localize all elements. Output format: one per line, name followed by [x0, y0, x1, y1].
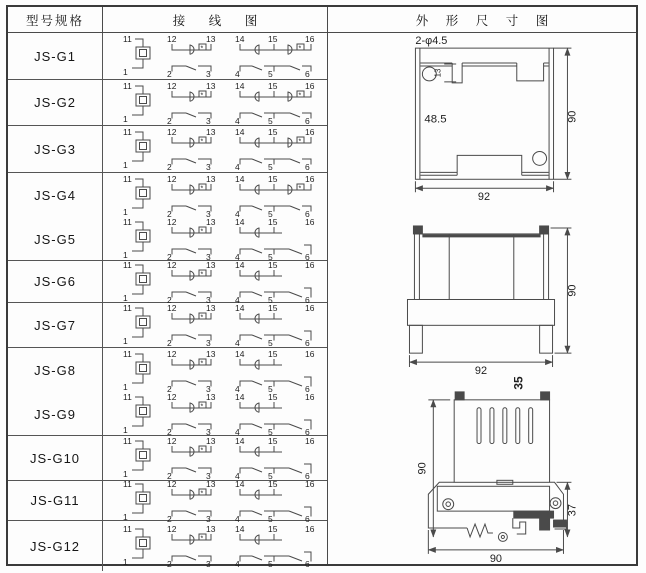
side-bracket-dim: 37 [566, 504, 579, 517]
wiring-cell [103, 393, 327, 435]
wiring-diagram [116, 216, 321, 262]
svg-text:1: 1 [123, 292, 128, 303]
svg-text:1: 1 [123, 206, 128, 217]
svg-text:5: 5 [268, 383, 273, 394]
wiring-diagram [116, 348, 321, 394]
svg-text:2: 2 [167, 162, 172, 172]
svg-text:6: 6 [305, 208, 310, 219]
svg-text:5: 5 [268, 513, 273, 524]
outline-cell [327, 33, 636, 564]
wiring-diagram [116, 523, 321, 569]
svg-text:5: 5 [268, 208, 273, 219]
svg-text:*: * [200, 535, 204, 543]
svg-text:6: 6 [305, 559, 310, 569]
svg-text:13: 13 [206, 478, 216, 489]
front-width-dim: 92 [474, 365, 488, 378]
table-row [8, 521, 327, 571]
wiring-diagram [116, 80, 321, 126]
svg-text:3: 3 [206, 69, 211, 79]
svg-text:3: 3 [206, 513, 211, 524]
front-view-drawing [407, 226, 578, 390]
svg-text:15: 15 [268, 392, 278, 402]
svg-text:6: 6 [305, 427, 310, 437]
svg-text:5: 5 [268, 471, 273, 481]
svg-text:1: 1 [123, 469, 128, 479]
svg-text:2: 2 [167, 338, 172, 348]
svg-text:12: 12 [167, 173, 177, 184]
wiring-diagram [116, 173, 321, 219]
model-cell [8, 126, 103, 172]
wiring-cell [103, 436, 327, 480]
model-label: JS-G12 [29, 538, 81, 554]
svg-text:12: 12 [167, 436, 177, 446]
table-row [8, 218, 327, 261]
svg-text:14: 14 [235, 478, 245, 489]
model-label: JS-G2 [34, 95, 76, 110]
rear-width-dim: 92 [477, 191, 491, 204]
table-row [8, 303, 327, 348]
svg-text:1: 1 [123, 250, 128, 260]
svg-text:1: 1 [123, 113, 128, 124]
table-body [8, 33, 636, 569]
svg-text:4: 4 [235, 115, 240, 126]
model-cell [8, 80, 103, 125]
svg-text:1: 1 [123, 425, 128, 435]
svg-text:11: 11 [123, 127, 132, 137]
svg-text:*: * [200, 138, 204, 146]
svg-text:*: * [200, 314, 204, 322]
wiring-cell [103, 218, 327, 260]
svg-text:6: 6 [305, 69, 310, 79]
model-label: JS-G10 [29, 450, 81, 466]
svg-text:*: * [200, 228, 204, 236]
svg-text:*: * [200, 45, 204, 53]
svg-text:14: 14 [235, 524, 245, 534]
svg-text:14: 14 [235, 173, 245, 184]
svg-text:*: * [200, 360, 204, 367]
svg-text:16: 16 [305, 478, 315, 489]
side-width-dim: 90 [489, 552, 502, 564]
wiring-diagram [116, 302, 321, 348]
table-row [8, 173, 327, 218]
rear-view-drawing [415, 35, 578, 203]
svg-text:2: 2 [167, 427, 172, 437]
svg-text:6: 6 [305, 115, 310, 126]
svg-text:16: 16 [305, 80, 315, 91]
svg-text:11: 11 [123, 80, 132, 91]
model-label: JS-G5 [34, 231, 76, 247]
header-outline: 外 形 尺 寸 图 [415, 13, 556, 28]
svg-text:5: 5 [268, 559, 273, 569]
svg-text:3: 3 [206, 559, 211, 569]
svg-text:1: 1 [123, 336, 128, 346]
svg-text:16: 16 [305, 436, 315, 446]
wiring-diagram [116, 435, 321, 481]
svg-text:1: 1 [123, 557, 128, 567]
svg-text:3: 3 [206, 115, 211, 126]
svg-text:16: 16 [305, 173, 315, 184]
wiring-cell [103, 521, 327, 571]
svg-text:3: 3 [206, 294, 211, 305]
model-label: JS-G11 [30, 493, 80, 508]
svg-text:16: 16 [305, 524, 315, 534]
model-label: JS-G6 [34, 274, 76, 289]
wiring-cell [103, 303, 327, 347]
svg-text:15: 15 [268, 348, 278, 359]
svg-text:14: 14 [235, 259, 245, 270]
svg-text:4: 4 [235, 471, 240, 481]
table-row [8, 478, 327, 524]
svg-text:4: 4 [235, 252, 240, 262]
svg-text:13: 13 [206, 127, 216, 137]
svg-text:12: 12 [167, 303, 177, 313]
table-row [8, 348, 327, 393]
svg-text:6: 6 [305, 513, 310, 524]
svg-text:11: 11 [123, 478, 132, 489]
wiring-cell [103, 33, 327, 79]
vent-slots [477, 408, 533, 444]
svg-text:3: 3 [206, 383, 211, 394]
model-label: JS-G9 [34, 406, 76, 422]
svg-text:*: * [200, 185, 204, 192]
table-row [8, 33, 327, 80]
svg-text:15: 15 [268, 173, 278, 184]
table-row [8, 393, 327, 436]
svg-text:14: 14 [235, 348, 245, 359]
svg-text:11: 11 [123, 303, 132, 313]
svg-text:11: 11 [123, 348, 132, 359]
header-wiring: 接 线 图 [103, 7, 328, 32]
svg-text:11: 11 [123, 392, 132, 402]
svg-text:1: 1 [123, 160, 128, 170]
svg-text:16: 16 [305, 217, 315, 227]
svg-text:16: 16 [305, 259, 315, 270]
svg-text:15: 15 [268, 217, 278, 227]
svg-text:5: 5 [268, 338, 273, 348]
wiring-diagram [116, 126, 321, 172]
svg-text:4: 4 [235, 208, 240, 219]
svg-text:16: 16 [305, 127, 315, 137]
svg-text:3: 3 [206, 208, 211, 219]
side-height-dim: 90 [416, 462, 429, 475]
svg-text:2: 2 [167, 513, 172, 524]
svg-text:3: 3 [206, 471, 211, 481]
svg-text:3: 3 [206, 252, 211, 262]
table-row [8, 261, 327, 303]
svg-text:5: 5 [268, 427, 273, 437]
svg-text:12: 12 [167, 392, 177, 402]
model-cell [8, 261, 103, 302]
svg-text:11: 11 [123, 524, 132, 534]
svg-text:2: 2 [167, 208, 172, 219]
svg-text:12: 12 [167, 127, 177, 137]
svg-text:4: 4 [235, 427, 240, 437]
svg-text:4: 4 [235, 162, 240, 172]
svg-text:*: * [200, 271, 204, 278]
svg-text:15: 15 [268, 478, 278, 489]
svg-text:*: * [200, 92, 204, 99]
outline-drawings [328, 33, 636, 564]
svg-text:4: 4 [235, 338, 240, 348]
model-label: JS-G1 [34, 48, 76, 64]
model-cell [8, 173, 103, 218]
model-cell [8, 218, 103, 260]
svg-text:12: 12 [167, 478, 177, 489]
svg-text:13: 13 [206, 348, 216, 359]
svg-text:6: 6 [305, 294, 310, 305]
svg-text:6: 6 [305, 162, 310, 172]
model-cell [8, 348, 103, 393]
svg-text:2: 2 [167, 294, 172, 305]
table-row [8, 436, 327, 481]
front-height-dim: 90 [566, 284, 579, 297]
svg-text:*: * [298, 92, 302, 99]
svg-text:5: 5 [268, 252, 273, 262]
svg-text:1: 1 [123, 511, 128, 522]
svg-text:*: * [298, 138, 302, 146]
svg-text:13: 13 [206, 303, 216, 313]
svg-text:2: 2 [167, 383, 172, 394]
svg-text:5: 5 [268, 162, 273, 172]
model-cell [8, 481, 103, 520]
svg-text:3: 3 [206, 162, 211, 172]
model-cell [8, 521, 103, 571]
model-cell [8, 393, 103, 435]
rear-height-dim: 90 [566, 110, 579, 123]
svg-text:11: 11 [123, 436, 132, 446]
svg-text:14: 14 [235, 34, 245, 44]
svg-text:11: 11 [123, 34, 132, 44]
svg-text:12: 12 [167, 217, 177, 227]
svg-text:14: 14 [235, 436, 245, 446]
svg-text:*: * [200, 447, 204, 455]
svg-text:2: 2 [167, 115, 172, 126]
svg-text:4: 4 [235, 513, 240, 524]
svg-text:11: 11 [123, 259, 132, 270]
svg-text:15: 15 [268, 80, 278, 91]
rear-inner-dim: 48.5 [424, 113, 447, 126]
wiring-cell [103, 80, 327, 125]
svg-text:2: 2 [167, 559, 172, 569]
wiring-cell [103, 478, 327, 524]
svg-text:15: 15 [268, 436, 278, 446]
svg-text:12: 12 [167, 348, 177, 359]
svg-text:13: 13 [206, 80, 216, 91]
svg-text:14: 14 [235, 392, 245, 402]
svg-text:15: 15 [268, 34, 278, 44]
wiring-diagram [116, 478, 321, 524]
table-row [8, 126, 327, 173]
svg-text:4: 4 [235, 383, 240, 394]
svg-text:14: 14 [235, 303, 245, 313]
svg-text:1: 1 [123, 381, 128, 392]
svg-text:15: 15 [268, 303, 278, 313]
svg-text:13: 13 [206, 217, 216, 227]
svg-text:15: 15 [268, 127, 278, 137]
svg-text:2: 2 [167, 252, 172, 262]
svg-text:13: 13 [206, 436, 216, 446]
svg-text:4: 4 [235, 559, 240, 569]
svg-text:4: 4 [235, 69, 240, 79]
svg-text:14: 14 [235, 217, 245, 227]
wiring-diagram [116, 391, 321, 437]
svg-text:2: 2 [167, 69, 172, 79]
side-view-drawing [416, 392, 578, 564]
svg-text:13: 13 [206, 34, 216, 44]
wiring-cell [103, 173, 327, 218]
rear-holes-label: 2-φ4.5 [415, 35, 448, 48]
model-label: JS-G8 [34, 363, 76, 378]
svg-text:11: 11 [123, 217, 132, 227]
wiring-diagram [116, 259, 321, 305]
header-model: 型号规格 [8, 7, 103, 32]
wiring-cell [103, 348, 327, 393]
svg-text:5: 5 [268, 294, 273, 305]
svg-text:11: 11 [123, 173, 132, 184]
table-row [8, 80, 327, 126]
model-cell [8, 436, 103, 480]
svg-text:6: 6 [305, 383, 310, 394]
svg-text:12: 12 [167, 259, 177, 270]
svg-text:1: 1 [123, 67, 128, 77]
svg-text:*: * [200, 490, 204, 497]
svg-text:12: 12 [167, 80, 177, 91]
svg-text:2: 2 [167, 471, 172, 481]
svg-text:13: 13 [206, 259, 216, 270]
svg-text:13: 13 [206, 524, 216, 534]
wiring-cell [103, 126, 327, 172]
svg-text:12: 12 [167, 34, 177, 44]
svg-text:6: 6 [305, 471, 310, 481]
rear-notch-dim: 13 [433, 68, 443, 78]
spec-table [6, 5, 638, 569]
svg-text:6: 6 [305, 338, 310, 348]
wiring-diagram [116, 33, 321, 79]
table-header [8, 7, 636, 33]
model-label: JS-G3 [34, 141, 76, 157]
rows [8, 33, 327, 569]
svg-text:*: * [298, 185, 302, 192]
svg-text:14: 14 [235, 80, 245, 91]
svg-text:16: 16 [305, 34, 315, 44]
svg-text:15: 15 [268, 259, 278, 270]
svg-text:3: 3 [206, 338, 211, 348]
svg-text:5: 5 [268, 69, 273, 79]
svg-text:16: 16 [305, 303, 315, 313]
svg-text:14: 14 [235, 127, 245, 137]
svg-text:6: 6 [305, 252, 310, 262]
svg-text:13: 13 [206, 173, 216, 184]
svg-text:3: 3 [206, 427, 211, 437]
wiring-cell [103, 259, 327, 305]
svg-text:*: * [298, 45, 302, 53]
svg-text:16: 16 [305, 392, 315, 402]
svg-text:*: * [200, 403, 204, 411]
model-cell [8, 33, 103, 79]
front-depth-dim: 35 [511, 376, 526, 390]
svg-text:16: 16 [305, 348, 315, 359]
svg-text:15: 15 [268, 524, 278, 534]
model-label: JS-G4 [34, 188, 76, 203]
svg-text:4: 4 [235, 294, 240, 305]
svg-text:13: 13 [206, 392, 216, 402]
svg-text:12: 12 [167, 524, 177, 534]
svg-text:5: 5 [268, 115, 273, 126]
model-label: JS-G7 [34, 317, 76, 333]
model-cell [8, 303, 103, 347]
